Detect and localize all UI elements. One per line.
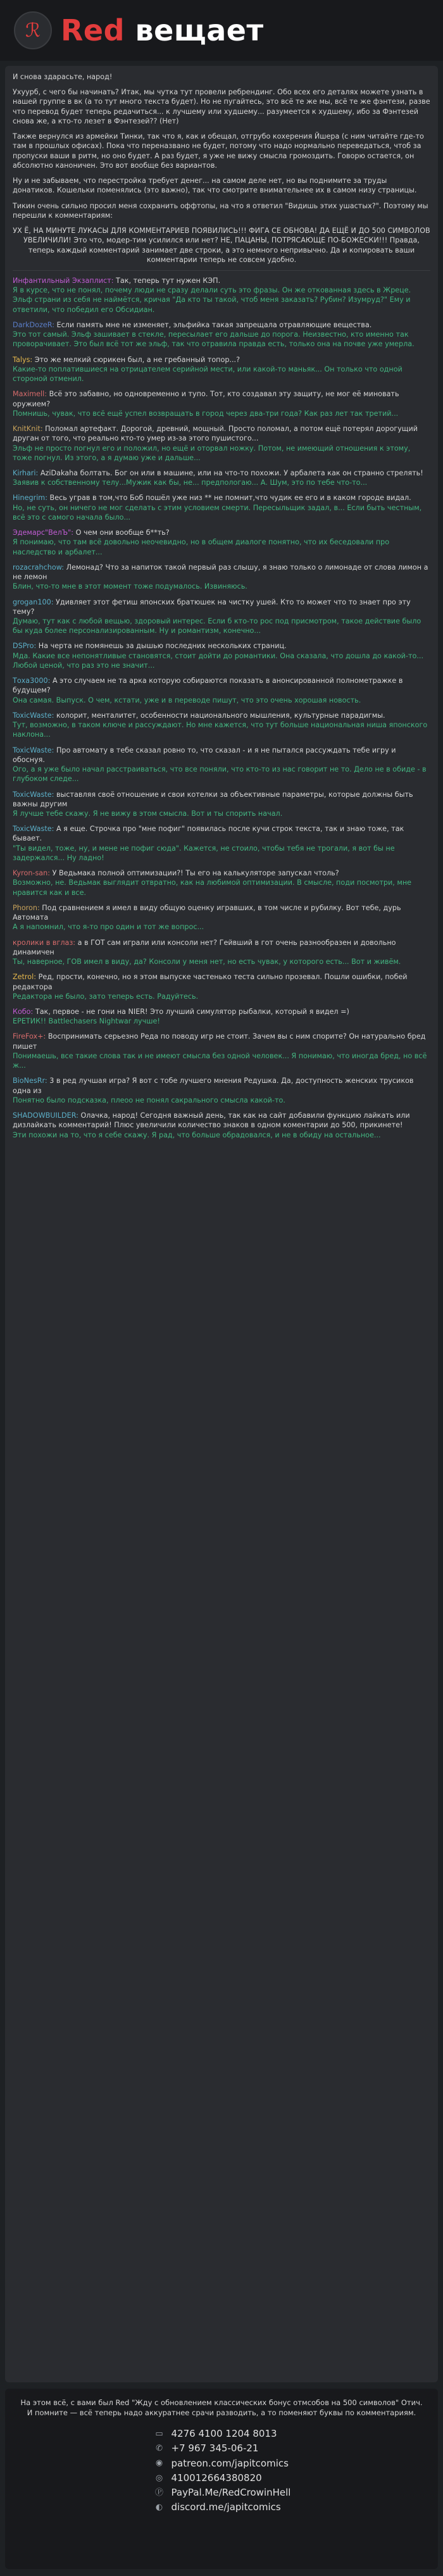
comment-text: Поломал артефакт. Дорогой, древний, мощный. Просто поломал, а потом ещё потерял дорогущий друган от того, что реально кто-то умер из-за этого пушистого... xyxy=(13,425,418,443)
comment-reply: А я напомнил, что я-то про один и тот же вопрос... xyxy=(13,923,204,932)
comment-reply: Думаю, тут как с любой вещью, здоровый интерес. Если б кто-то рос под присмотром, такое действие было бы куда более персонализированным. Ну и романтизм, конечно... xyxy=(13,617,421,635)
comments-list xyxy=(13,276,430,1140)
comment-author: BioNesRr: xyxy=(13,1077,47,1085)
comment-reply: ЕРЕТИК!! Battlechasers Nightwar лучше! xyxy=(13,1017,160,1026)
intro-paragraph: Тикин очень сильно просил меня сохранить оффтопы, на что я ответил "Видишь этих ушастых?". Поэтому мы перешли к комментариям: xyxy=(13,201,428,220)
comment-author: ToxicWaste: xyxy=(13,711,54,720)
comment-author: ToxicWaste: xyxy=(13,825,54,834)
comment-text: Лемонад? Что за напиток такой первый раз слышу, я знаю только о лимонаде от слова лимон а не лемон xyxy=(13,563,428,582)
comment-text: Всё это забавно, но одновременно и тупо. Тот, кто создавал эту защиту, не мог её миновать оружием? xyxy=(13,390,399,408)
comment-text: Если память мне не изменяет, эльфийка такая запрещала отравляющие вещества. xyxy=(54,320,372,329)
comment-reply: Эльф не просто погнул его и положил, но ещё и оторвал ножку. Потом, не имеющий отношения к этому, тоже погнул. Из этого, а я думаю уже и дальше... xyxy=(13,444,411,462)
brand-rest: вещает xyxy=(125,13,264,47)
comment-text: А это случаем не та арка которую собираются показать в анонсированной полнометражке в будущем? xyxy=(13,677,403,695)
contact-row xyxy=(153,2485,291,2500)
comment-reply: Тут, возможно, в таком ключе и рассуждают. Но мне кажется, что тут больше национальная ниша японского наклона... xyxy=(13,721,428,739)
comment-text: А я еще. Строчка про "мне пофиг" появилась после кучи строк текста, так и знаю тоже, так бывает. xyxy=(13,825,404,843)
comment-text: Про автомату в тебе сказал ровно то, что сказал - и я не пытался рассуждать тебе игру и обоснуя. xyxy=(13,746,396,764)
contact-value[interactable]: discord.me/japitcomics xyxy=(171,2501,281,2513)
comment-item xyxy=(13,320,430,349)
announcement: УХ Ё, НА МИНУТЕ ЛУКАСЫ ДЛЯ КОММЕНТАРИЕВ ПОЯВИЛИСЬ!!! ФИГА СЕ ОБНОВА! ДА ЕЩЁ И ДО 500 СИМВОЛОВ УВЕЛИЧИЛИ! Это что, модер-тим усилился или нет? НЕ, ПАЦАНЫ, ПОТРЯСАЮЩЕ ПО-БОЖЕСКИ!!! Правда, теперь каждый комментарий занимает две строки, а это немного непривычно. Да и копировать ваши комментарии теперь не совсем удобно. xyxy=(13,227,430,264)
comment-text: а в ГОТ сам играли или консоли нет? Гейвший в гот очень разнообразен и довольно динамичен xyxy=(13,938,396,956)
intro-paragraph: Ухуурб, с чего бы начинать? Итак, мы чутка тут провели ребрендинг. Обо всех его деталях можете узнать в нашей группе в вк (а то тут много текста будет). Но не пугайтесь, это всё те же мы, всё те же фэнтези, разве что перевод будет теперь редачиться... к лучшему или худшему... разумеется к худшему, ибо за Фэнтезей снова же, а кто-то лезет в Фэнтезей?? (Нет) xyxy=(13,88,430,125)
comment-reply: Я в курсе, что не понял, почему люди не сразу делали суть это фразы. Он же откованная здесь в Жреце. Эльф страни из себя не наймётся, кричая "Да кто ты такой, чтоб меня заказать? Рубин? Изумруд?" Ему и ответили, что победил его Обсидиан. xyxy=(13,286,411,314)
comment-text: 3 в ред лучшая игра? Я вот с тобе лучшего мнения Редушка. Да, доступность женских трусиков одна из xyxy=(13,1077,414,1095)
contact-row xyxy=(153,2427,291,2441)
crow-logo-icon: ℛ xyxy=(14,11,52,49)
contact-row xyxy=(153,2441,291,2456)
page-header xyxy=(0,0,443,61)
comment-author: Эдемарс"ВелЪ": xyxy=(13,528,74,537)
comment-author: SHADOWBUILDER: xyxy=(13,1111,78,1120)
comment-reply: Редактора не было, зато теперь есть. Радуйтесь. xyxy=(13,992,199,1001)
comment-item xyxy=(13,824,430,863)
comment-reply: Она самая. Выпуск. О чем, кстати, уже и в переводе пишут, что это очень хорошая новость. xyxy=(13,696,361,704)
comment-reply: Но, не суть, он ничего не мог сделать с этим условием смерти. Пересыльщик задал, в... Если быть честным, всё это с самого начала было... xyxy=(13,503,422,522)
post-body xyxy=(5,66,438,2382)
comment-item xyxy=(13,641,430,670)
comment-author: rozacrahchow: xyxy=(13,563,65,572)
divider xyxy=(13,270,430,271)
intro-paragraph: И снова здарасьте, народ! xyxy=(13,73,113,81)
comment-author: Kirhari: xyxy=(13,468,39,477)
brand-red: Red xyxy=(61,13,125,47)
qiwi-icon: ◎ xyxy=(155,2473,163,2483)
comment-text: Так, теперь тут нужен КЭП. xyxy=(113,276,221,285)
comment-item xyxy=(13,424,430,463)
comment-item xyxy=(13,746,430,784)
intro xyxy=(13,72,430,220)
comment-reply: Ты, наверное, ГОВ имел в виду, да? Консоли у меня нет, но есть чувак, у которого есть... Вот и живём. xyxy=(13,958,401,966)
comment-text: О чем они вообще б**ть? xyxy=(73,528,170,537)
contact-row xyxy=(153,2471,291,2485)
comment-text: Ред, прости, конечно, но я этом выпуске частенько теста сильно прозевал. Пошли ошибки, побей редактора xyxy=(13,973,408,991)
comment-reply: Блин, что-то мне в этот момент тоже подумалось. Извиняюсь. xyxy=(13,582,247,591)
comment-author: Тоха3000: xyxy=(13,677,51,685)
outro-text: На этом всё, с вами был Red "Жду с обновлением классических бонус отмсобов на 500 символов" Отич. И помните — всё теперь надо аккуратнее срачи разводить, а то поменяют буквы по комментариям. xyxy=(20,2398,423,2418)
comment-author: Maximell: xyxy=(13,390,47,399)
comment-reply: "Ты видел, тоже, ну, и мене не пофиг сюда". Кажется, не стоило, чтобы тебя не трогали, я вот бы не задержался... Ну ладно! xyxy=(13,844,395,862)
comment-item xyxy=(13,711,430,740)
comment-author: ToxicWaste: xyxy=(13,746,54,754)
page-title xyxy=(61,13,264,47)
contact-row xyxy=(153,2456,291,2471)
comment-author: кролики в вглаз: xyxy=(13,938,76,947)
card-icon: ▭ xyxy=(155,2429,163,2439)
intro-paragraph: Также вернулся из армейки Тинки, так что я, как и обещал, отгрубо кохерения Йшера (с ним читайте где-то там в прошлых офисах). Пока что переназвано не будет, потому что надо нормально переведаться, чтоб за пропуски ваши в ритм, но оно будет. А раз будет, я уже не вижу смысла громоздить. Говорю остается, он абсолютно каноничен. Это вот вообще без вариантов. xyxy=(13,132,424,170)
comment-item xyxy=(13,597,430,636)
comment-reply: Понятно было подсказка, плеоо не понял сакрального смысла какой-то. xyxy=(13,1096,285,1104)
comment-text: Так, первое - не гони на NIER! Это лучший симулятор рыбалки, который я видел =) xyxy=(33,1007,349,1016)
comment-author: DarkDozeR: xyxy=(13,320,54,329)
comment-reply: Какие-то поплатившиеся на отрицателем серийной мести, или какой-то маньяк... Он только что одной стороной отменил. xyxy=(13,365,402,384)
comment-author: DSPro: xyxy=(13,642,37,651)
paypal-icon: Ⓟ xyxy=(155,2487,164,2498)
patreon-icon: ◉ xyxy=(155,2458,163,2468)
comment-item xyxy=(13,676,430,705)
comment-reply: Мда. Какие все непонятливые становятся, стоит дойти до романтики. Она сказала, что дошла до какой-то... Любой ценой, что раз это не значит... xyxy=(13,651,424,670)
comment-text: Это же мелкий сюрикен был, а не гребанный топор...? xyxy=(32,355,240,364)
comment-reply: Возможно, не. Ведьмак выглядит отвратно, как на любимой оптимизации. В смысле, поди посмотри, мне нравится как и все. xyxy=(13,878,412,897)
contact-value[interactable]: 4276 4100 1204 8013 xyxy=(171,2428,277,2440)
comment-text: Олачка, народ! Сегодня важный день, так как на сайт добавили функцию лайкать или дизлайкать комментарий! Плюс увеличили количество знаков в одном коментарии до 500, прикинете! xyxy=(13,1111,410,1130)
comment-item xyxy=(13,389,430,418)
comment-text: Под сравнением я имел в виду общую оценку игравших, в том числе и рубилку. Вот тебе, дурь Автомата xyxy=(13,903,401,922)
comment-reply: Это тот самый. Эльф зашивает в стекле, пересылает его дальше до порога. Неизвестно, кто именно так проворачивает. Это был всё тот же эльф, так что отравила правда есть, только она на почве уже умерла. xyxy=(13,330,415,349)
comment-reply: Понимаешь, все такие слова так и не имеют смысла без одной человек... Я понимаю, что иногда бред, но всё ж... xyxy=(13,1051,427,1070)
contact-value[interactable]: PayPal.Me/RedCrowinHell xyxy=(171,2487,291,2499)
comment-item xyxy=(13,938,430,967)
comment-item xyxy=(13,528,430,557)
comment-author: Hinegrim: xyxy=(13,494,47,503)
footer xyxy=(5,2389,438,2569)
comment-text: У Ведьмака полной оптимизации?! Ты его на калькуляторе запускал чтоль? xyxy=(50,869,339,878)
comment-author: Talys: xyxy=(13,355,33,364)
contacts-list xyxy=(153,2427,291,2515)
comment-item xyxy=(13,790,430,819)
comment-item xyxy=(13,903,430,932)
contact-value[interactable]: 410012664380820 xyxy=(171,2472,262,2484)
phone-icon: ✆ xyxy=(156,2444,163,2453)
comment-text: Весь уграв в том,что Боб пошёл уже низ ** не помнит,что чудик ее его и в каком городе видал. xyxy=(47,494,411,503)
comment-item xyxy=(13,1032,430,1070)
comment-author: ToxicWaste: xyxy=(13,790,54,799)
comment-author: Кобо: xyxy=(13,1007,34,1016)
comment-author: Инфантильный Экзаплист: xyxy=(13,276,114,285)
comment-author: KnitKnit: xyxy=(13,425,43,434)
comment-item xyxy=(13,493,430,522)
contact-value[interactable]: +7 967 345-06-21 xyxy=(171,2442,259,2454)
contact-value[interactable]: patreon.com/japitcomics xyxy=(171,2457,289,2469)
comment-item xyxy=(13,468,430,487)
comment-item xyxy=(13,1076,430,1105)
comment-item xyxy=(13,972,430,1001)
comment-author: Zetrol: xyxy=(13,973,37,982)
comment-reply: Ого, а я уже было начал расстраиваться, что все поняли, что кто-то из нас говорит не то. Дело не в обиде - в глубоком следе... xyxy=(13,765,427,784)
comment-reply: Эти похожи на то, что я себе скажу. Я рад, что больше обрадовался, и не в обиду на остальное... xyxy=(13,1130,381,1139)
comment-text: выставляя своё отношение и свои котелки за объективные параметры, которые должны быть важны другим xyxy=(13,790,413,808)
comment-author: Kyron-san: xyxy=(13,869,51,878)
comment-reply: Я понимаю, что там всё довольно неочевидно, но в общем диалоге понятно, что их беседовали про наследство и арбалет... xyxy=(13,538,390,556)
comment-item xyxy=(13,1007,430,1026)
comment-reply: Я лучше тебе скажу. Я не вижу в этом смысла. Вот и ты спорить начал. xyxy=(13,810,283,818)
comment-reply: Помнишь, чувак, что всё ещё успел возвращать в город через два-три года? Как раз лет так третий... xyxy=(13,409,399,418)
comment-item xyxy=(13,276,430,315)
comment-text: AziDakaha болтать. Бог он или в машине, или на что-то похожи. У арбалета как он странно стрелять! xyxy=(38,468,423,477)
comment-text: Удивляет этот фетиш японских братюшек на чистку ушей. Кто то может что то знает про эту тему? xyxy=(13,597,411,616)
comment-text: колорит, менталитет, особенности национального мышления, культурные парадигмы. xyxy=(54,711,385,720)
discord-icon: ◐ xyxy=(155,2503,163,2512)
comment-text: Воспринимать серьезно Реда по поводу игр не стоит. Зачем вы с ним спорите? Он натурально бред пишет xyxy=(13,1032,426,1051)
comment-item xyxy=(13,868,430,897)
comment-author: Phoron: xyxy=(13,903,40,912)
comment-item xyxy=(13,355,430,384)
intro-paragraph: Ну и не забываем, что перестройка требует денег... на самом деле нет, но вы поднимите за труды донатиков. Кошельки поменялись (это важно), так что смотрите внимательнее их в самом низу страницы. xyxy=(13,177,417,195)
comment-author: grogan100: xyxy=(13,597,54,606)
comment-item xyxy=(13,563,430,592)
contact-row xyxy=(153,2500,291,2515)
comment-reply: Заявив к собственному телу...Мужик как бы, не... предпологаю... А. Шум, это по тебе что-то... xyxy=(13,478,368,487)
comment-text: На черта не помянешь за дышью последних нескольких страниц. xyxy=(36,642,287,651)
comment-item xyxy=(13,1111,430,1140)
comment-author: FireFox+: xyxy=(13,1032,46,1041)
